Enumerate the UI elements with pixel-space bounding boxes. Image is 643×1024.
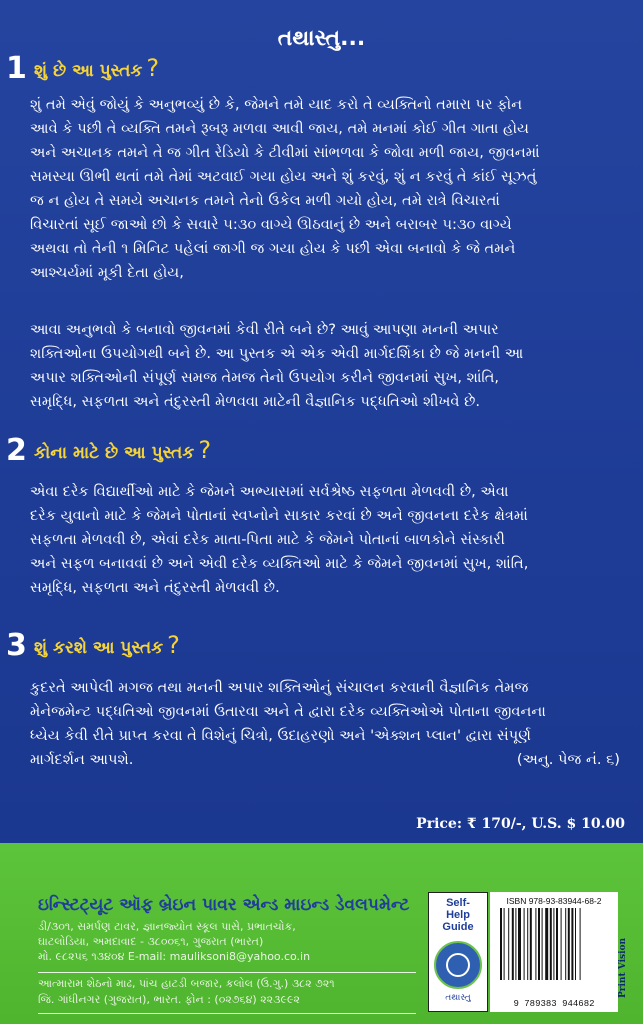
badge-label: Self- Help Guide [442, 897, 474, 933]
printer-credit: Print Vision [618, 937, 628, 999]
section-2-header [6, 430, 211, 470]
branch-address-line: જિ. ગાંધીનગર (ગુજરાત), ભારત. ફોન : (૦૨૭૬૪) ૨૨૩૯૯૨ [38, 993, 300, 1006]
page-reference: (અનુ. પેજ નં. ૬) [516, 751, 620, 768]
section-title: શું કરશે આ પુસ્તક ? [34, 631, 180, 659]
price-label: Price: ₹ 170/-, U.S. $ 10.00 [416, 816, 625, 832]
closing-line: માર્ગદર્શન આપશે. (અનુ. પેજ નં. ૬) [30, 748, 620, 772]
section-3-header [6, 625, 180, 665]
brain-emblem-icon [434, 941, 482, 989]
section-number: 3 [6, 627, 27, 663]
section-1-paragraph-2: આવા અનુભવો કે બનાવો જીવનમાં કેવી રીતે બને છે? આવું આપણા મનની અપાર શક્તિઓના ઉપયોગથી બને છે. આ પુસ્તક એ એક એવી માર્ગદર્શિકા છે જે મનની આ અપાર શક્તિઓની સંપૂર્ણ સમજ તેમજ તેનો ઉપયોગ કરીને જીવનમાં સુખ, શાંતિ, સમૃદ્ધિ, સફળતા અને તંદુરસ્તી મેળવવા માટેની વૈજ્ઞાનિક પદ્ધતિઓ શીખવે છે. [30, 321, 524, 410]
barcode-panel [490, 892, 618, 1012]
publisher-name: ઇન્સ્ટિટ્યૂટ ઑફ બ્રેઇન પાવર એન્ડ માઇન્ડ ડેવલપમેન્ટ [38, 895, 410, 915]
section-1-header [6, 48, 159, 88]
section-number: 2 [6, 432, 27, 468]
publisher-contact-line: મો. ૯૮૨૫૬ ૧૩૪૦૪ E-mail: mauliksoni8@yahoo.co.in [38, 950, 311, 963]
section-number: 1 [6, 50, 27, 86]
section-1-paragraph-1: શું તમે એવું જોયું કે અનુભવ્યું છે કે, જેમને તમે યાદ કરો તે વ્યક્તિનો તમારા પર ફોન આવે કે પછી તે વ્યક્તિ તમને રૂબરૂ મળવા આવી જાય, તમે મનમાં કોઈ ગીત ગાતા હોય અને અચાનક તમને તે જ ગીત રેડિયો કે ટીવીમાં સાંભળવા કે જોવા મળી જાય, જીવનમાં સમસ્યા ઊભી થતાં તમે તેમાં અટવાઈ ગયા હોય અને શું કરવું, શું ન કરવું તે કાંઈ સૂઝતું જ ન હોય તે સમયે અચાનક તમને તેનો ઉકેલ મળી ગયો હોય, તમે રાત્રે વિચારતાં વિચારતાં સૂઈ જાઓ છો કે સવારે ૫:૩૦ વાગ્યે ઊઠવાનું છે અને બરાબર ૫:૩૦ વાગ્યે અથવા તો તેની ૧ મિનિટ પહેલાં જાગી જ ગયા હોય કે પછી એવા બનાવો કે જે તમને આશ્ચર્યમાં મૂકી દેતા હોય, [30, 96, 540, 281]
series-title: તથાસ્તુ... [277, 26, 366, 51]
isbn-label: ISBN 978-93-83944-68-2 [506, 896, 602, 906]
barcode-digits: 9 789383 944682 [513, 999, 595, 1009]
badge-brand: તથાસ્તુ [445, 993, 471, 1003]
section-2-paragraph: એવા દરેક વિદ્યાર્થીઓ માટે કે જેમને અભ્યાસમાં સર્વશ્રેષ્ઠ સફળતા મેળવવી છે, એવા દરેક યુવાનો માટે કે જેમને પોતાનાં સ્વપ્નોને સાકાર કરવાં છે અને જીવનના દરેક ક્ષેત્રમાં સફળતા મેળવવી છે, એવાં દરેક માતા-પિતા માટે કે જેમને પોતાનાં બાળકોને સંસ્કારી અને સફળ બનાવવાં છે અને એવી દરેક વ્યક્તિઓ માટે કે જેમને જીવનમાં સુખ, શાંતિ, સમૃદ્ધિ, સફળતા અને તંદુરસ્તી મેળવવી છે. [30, 483, 529, 596]
self-help-guide-badge [428, 892, 488, 1012]
publisher-address-line: ડી/૩૦૧, સમર્પણ ટાવર, જ્ઞાનજ્યોત સ્કૂલ પાસે, પ્રભાતચોક, [38, 920, 296, 933]
branch-address-line: આત્મારામ શેઠનો માઢ, પાંચ હાટડી બજાર, કલોલ (ઉ.ગુ.) ૩૮૨ ૭૨૧ [38, 977, 335, 990]
section-title: કોના માટે છે આ પુસ્તક ? [34, 436, 212, 464]
publisher-address-line: ઘાટલોડિયા, અમદાવાદ - ૩૮૦૦૬૧, ગુજરાત (ભારત) [38, 935, 264, 948]
barcode-icon [498, 908, 610, 992]
section-3-paragraph: કુદરતે આપેલી મગજ તથા મનની અપાર શક્તિઓનું સંચાલન કરવાની વૈજ્ઞાનિક તેમજ મેનેજમેન્ટ પદ્ધતિઓ જીવનમાં ઉતારવા અને તે દ્વારા દરેક વ્યક્તિઓએ પોતાના જીવનના ધ્યેય કેવી રીતે પ્રાપ્ત કરવા તે વિશેનું ચિત્રો, ઉદાહરણો અને 'એક્શન પ્લાન' દ્વારા સંપૂર્ણ માર્ગદર્શન આપશે. (અનુ. પેજ નં. ૬) [30, 676, 620, 772]
section-title: શું છે આ પુસ્તક ? [34, 54, 160, 82]
